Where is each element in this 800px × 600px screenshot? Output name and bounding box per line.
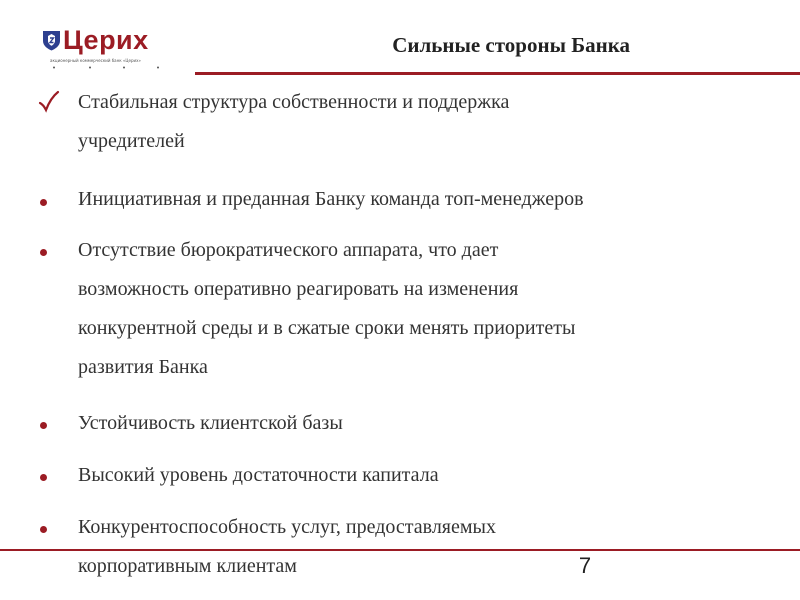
slide-title: Сильные стороны Банка (392, 33, 630, 57)
footer-divider (0, 549, 800, 551)
dot-icon (40, 199, 47, 206)
shield-icon (42, 30, 61, 51)
logo-name: Церих (63, 25, 149, 55)
list-item (78, 83, 778, 161)
list-item (78, 180, 778, 219)
item-line: развития Банка (78, 356, 208, 378)
list-item (78, 508, 778, 586)
logo-decoration (52, 66, 160, 69)
list-item (78, 231, 778, 387)
dot-icon (40, 422, 47, 429)
item-line: Отсутствие бюрократического аппарата, что дает (78, 239, 499, 261)
logo-tagline: акционерный коммерческий банк «Церих» (50, 58, 141, 63)
title-divider (195, 72, 800, 75)
item-line: Устойчивость клиентской базы (78, 412, 343, 434)
item-line: учредителей (78, 130, 185, 152)
item-line: Стабильная структура собственности и поддержка (78, 91, 510, 113)
check-icon (38, 90, 60, 114)
dot-icon (40, 526, 47, 533)
list-item (78, 456, 778, 495)
item-line: Инициативная и преданная Банку команда топ-менеджеров (78, 188, 584, 210)
dot-icon (40, 474, 47, 481)
dot-icon (40, 249, 47, 256)
item-line: корпоративным клиентам (78, 555, 297, 577)
item-line: возможность оперативно реагировать на изменения (78, 278, 519, 300)
page-number: 7 (578, 553, 592, 578)
bank-logo (42, 25, 167, 70)
item-line: Высокий уровень достаточности капитала (78, 464, 439, 486)
list-item (78, 404, 778, 443)
item-line: конкурентной среды и в сжатые сроки менять приоритеты (78, 317, 576, 339)
item-line: Конкурентоспособность услуг, предоставляемых (78, 516, 496, 538)
